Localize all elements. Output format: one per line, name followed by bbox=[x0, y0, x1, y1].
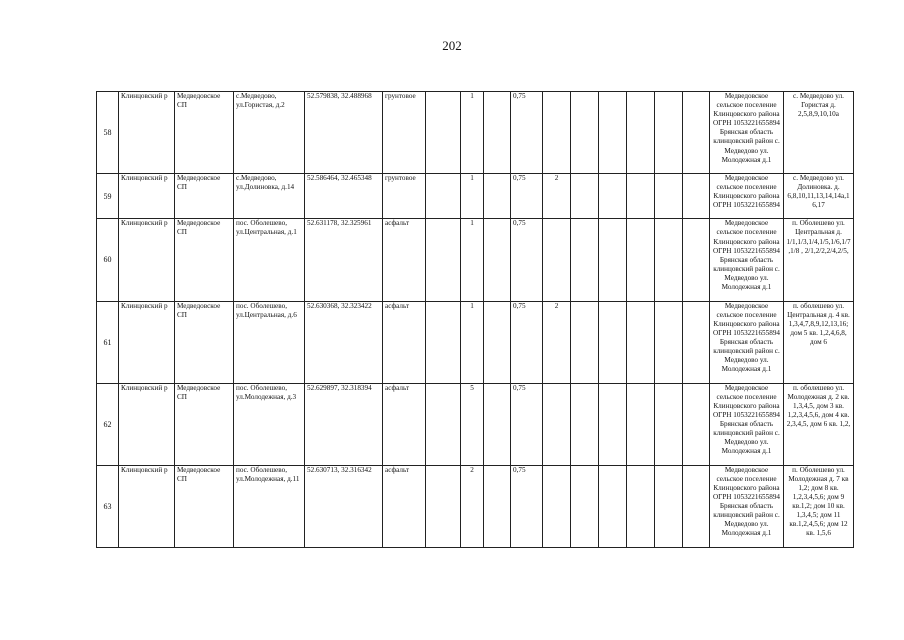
table-row bbox=[97, 174, 854, 219]
container-count-cell: 1 bbox=[461, 219, 484, 301]
district-cell: Клинцовский р bbox=[119, 219, 175, 301]
served-addresses-cell: с. Медведово ул. Долиновка. д. 6,8,10,11,13,14,14а,1 6,17 bbox=[784, 174, 854, 219]
table-row bbox=[97, 301, 854, 383]
page-number: 202 bbox=[442, 38, 462, 53]
empty-cell bbox=[683, 92, 710, 174]
extra-cell bbox=[543, 383, 571, 465]
container-count-cell: 2 bbox=[461, 465, 484, 547]
empty-cell bbox=[683, 174, 710, 219]
served-addresses-cell: п. Оболешево ул. Центральная д. 1/1,1/3,1/4,1/5,1/6,1/7 ,1/8 , 2/1,2/2,2/4,2/5, bbox=[784, 219, 854, 301]
address-cell: пос. Оболешево, ул.Центральная, д.6 bbox=[234, 301, 305, 383]
coordinates-cell: 52.630368, 32.323422 bbox=[305, 301, 383, 383]
row-number: 59 bbox=[97, 174, 119, 219]
empty-cell bbox=[426, 301, 461, 383]
extra-cell bbox=[543, 92, 571, 174]
district-cell: Клинцовский р bbox=[119, 465, 175, 547]
table-row bbox=[97, 219, 854, 301]
container-count-cell: 1 bbox=[461, 92, 484, 174]
empty-cell bbox=[426, 92, 461, 174]
container-count-cell: 5 bbox=[461, 383, 484, 465]
empty-cell bbox=[655, 174, 683, 219]
district-cell: Клинцовский р bbox=[119, 174, 175, 219]
empty-cell bbox=[655, 92, 683, 174]
volume-cell: 0,75 bbox=[511, 383, 543, 465]
volume-cell: 0,75 bbox=[511, 92, 543, 174]
empty-cell bbox=[627, 92, 655, 174]
surface-cell: асфальт bbox=[383, 465, 426, 547]
row-number: 63 bbox=[97, 465, 119, 547]
surface-cell: асфальт bbox=[383, 383, 426, 465]
owner-cell: Медведовское сельское поселение Клинцовского района ОГРН 1053221655894 Брянская область клинцовский район с. Медведово ул. Молодежная д.1 bbox=[710, 92, 784, 174]
address-cell: с.Медведово, ул.Долиновка, д.14 bbox=[234, 174, 305, 219]
row-number: 58 bbox=[97, 92, 119, 174]
empty-cell bbox=[571, 301, 599, 383]
container-count-cell: 1 bbox=[461, 301, 484, 383]
settlement-cell: Медведовское СП bbox=[175, 465, 234, 547]
served-addresses-cell: п. оболешево ул. Центральная д. 4 кв. 1,3,4,7,8,9,12,13,16; дом 5 кв. 1,2,4,6,8, дом 6 bbox=[784, 301, 854, 383]
address-cell: пос. Оболешево, ул.Молодежная, д.11 bbox=[234, 465, 305, 547]
owner-cell: Медведовское сельское поселение Клинцовского района ОГРН 1053221655894 Брянская область клинцовский район с. Медведово ул. Молодежная д.1 bbox=[710, 383, 784, 465]
empty-cell bbox=[627, 219, 655, 301]
empty-cell bbox=[599, 301, 627, 383]
extra-cell: 2 bbox=[543, 174, 571, 219]
coordinates-cell: 52.579838, 32.488968 bbox=[305, 92, 383, 174]
surface-cell: асфальт bbox=[383, 301, 426, 383]
empty-cell bbox=[655, 465, 683, 547]
empty-cell bbox=[599, 465, 627, 547]
empty-cell bbox=[484, 383, 511, 465]
volume-cell: 0,75 bbox=[511, 174, 543, 219]
owner-cell: Медведовское сельское поселение Клинцовского района ОГРН 1053221655894 Брянская область клинцовский район с. Медведово ул. Молодежная д.1 bbox=[710, 301, 784, 383]
served-addresses-cell: с. Медведово ул. Гористая д. 2,5,8,9,10,10а bbox=[784, 92, 854, 174]
empty-cell bbox=[599, 383, 627, 465]
empty-cell bbox=[571, 92, 599, 174]
settlement-cell: Медведовское СП bbox=[175, 92, 234, 174]
address-cell: пос. Оболешево, ул.Центральная, д.1 bbox=[234, 219, 305, 301]
register-table bbox=[96, 91, 854, 548]
volume-cell: 0,75 bbox=[511, 465, 543, 547]
empty-cell bbox=[571, 383, 599, 465]
coordinates-cell: 52.629897, 32.318394 bbox=[305, 383, 383, 465]
owner-cell: Медведовское сельское поселение Клинцовского района ОГРН 1053221655894 bbox=[710, 174, 784, 219]
coordinates-cell: 52.586464, 32.465348 bbox=[305, 174, 383, 219]
settlement-cell: Медведовское СП bbox=[175, 219, 234, 301]
empty-cell bbox=[655, 383, 683, 465]
surface-cell: асфальт bbox=[383, 219, 426, 301]
empty-cell bbox=[484, 219, 511, 301]
address-cell: с.Медведово, ул.Гористая, д.2 bbox=[234, 92, 305, 174]
empty-cell bbox=[627, 301, 655, 383]
empty-cell bbox=[484, 92, 511, 174]
owner-cell: Медведовское сельское поселение Клинцовского района ОГРН 1053221655894 Брянская область клинцовский район с. Медведово ул. Молодежная д.1 bbox=[710, 219, 784, 301]
row-number: 62 bbox=[97, 383, 119, 465]
served-addresses-cell: п. Оболешево ул. Молодежная д. 7 кв 1,2; дом 8 кв. 1,2,3,4,5,6; дом 9 кв.1,2; дом 10 кв. 1,3,4,5; дом 11 кв.1,2,4,5,6; дом 12 кв. 1,5,6 bbox=[784, 465, 854, 547]
volume-cell: 0,75 bbox=[511, 301, 543, 383]
table-row bbox=[97, 465, 854, 547]
table-row bbox=[97, 92, 854, 174]
empty-cell bbox=[655, 219, 683, 301]
empty-cell bbox=[571, 219, 599, 301]
extra-cell bbox=[543, 465, 571, 547]
empty-cell bbox=[426, 465, 461, 547]
row-number: 60 bbox=[97, 219, 119, 301]
surface-cell: грунтовое bbox=[383, 92, 426, 174]
owner-cell: Медведовское сельское поселение Клинцовского района ОГРН 1053221655894 Брянская область клинцовский район с. Медведово ул. Молодежная д.1 bbox=[710, 465, 784, 547]
coordinates-cell: 52.631178, 32.325961 bbox=[305, 219, 383, 301]
empty-cell bbox=[484, 465, 511, 547]
address-cell: пос. Оболешево, ул.Молодежная, д.3 bbox=[234, 383, 305, 465]
empty-cell bbox=[571, 174, 599, 219]
table-row bbox=[97, 383, 854, 465]
settlement-cell: Медведовское СП bbox=[175, 383, 234, 465]
empty-cell bbox=[484, 301, 511, 383]
empty-cell bbox=[484, 174, 511, 219]
volume-cell: 0,75 bbox=[511, 219, 543, 301]
empty-cell bbox=[599, 174, 627, 219]
served-addresses-cell: п. оболешево ул. Молодежная д. 2 кв. 1,3,4,5, дом 3 кв. 1,2,3,4,5,6, дом 4 кв. 2,3,4,5, дом 6 кв. 1,2, bbox=[784, 383, 854, 465]
row-number: 61 bbox=[97, 301, 119, 383]
empty-cell bbox=[426, 174, 461, 219]
coordinates-cell: 52.630713, 32.316342 bbox=[305, 465, 383, 547]
surface-cell: грунтовое bbox=[383, 174, 426, 219]
container-count-cell: 1 bbox=[461, 174, 484, 219]
empty-cell bbox=[426, 383, 461, 465]
empty-cell bbox=[599, 219, 627, 301]
extra-cell: 2 bbox=[543, 301, 571, 383]
empty-cell bbox=[627, 383, 655, 465]
empty-cell bbox=[426, 219, 461, 301]
empty-cell bbox=[627, 174, 655, 219]
district-cell: Клинцовский р bbox=[119, 383, 175, 465]
empty-cell bbox=[683, 465, 710, 547]
extra-cell bbox=[543, 219, 571, 301]
district-cell: Клинцовский р bbox=[119, 92, 175, 174]
settlement-cell: Медведовское СП bbox=[175, 174, 234, 219]
empty-cell bbox=[683, 219, 710, 301]
empty-cell bbox=[627, 465, 655, 547]
empty-cell bbox=[599, 92, 627, 174]
empty-cell bbox=[683, 383, 710, 465]
district-cell: Клинцовский р bbox=[119, 301, 175, 383]
empty-cell bbox=[683, 301, 710, 383]
empty-cell bbox=[655, 301, 683, 383]
settlement-cell: Медведовское СП bbox=[175, 301, 234, 383]
empty-cell bbox=[571, 465, 599, 547]
